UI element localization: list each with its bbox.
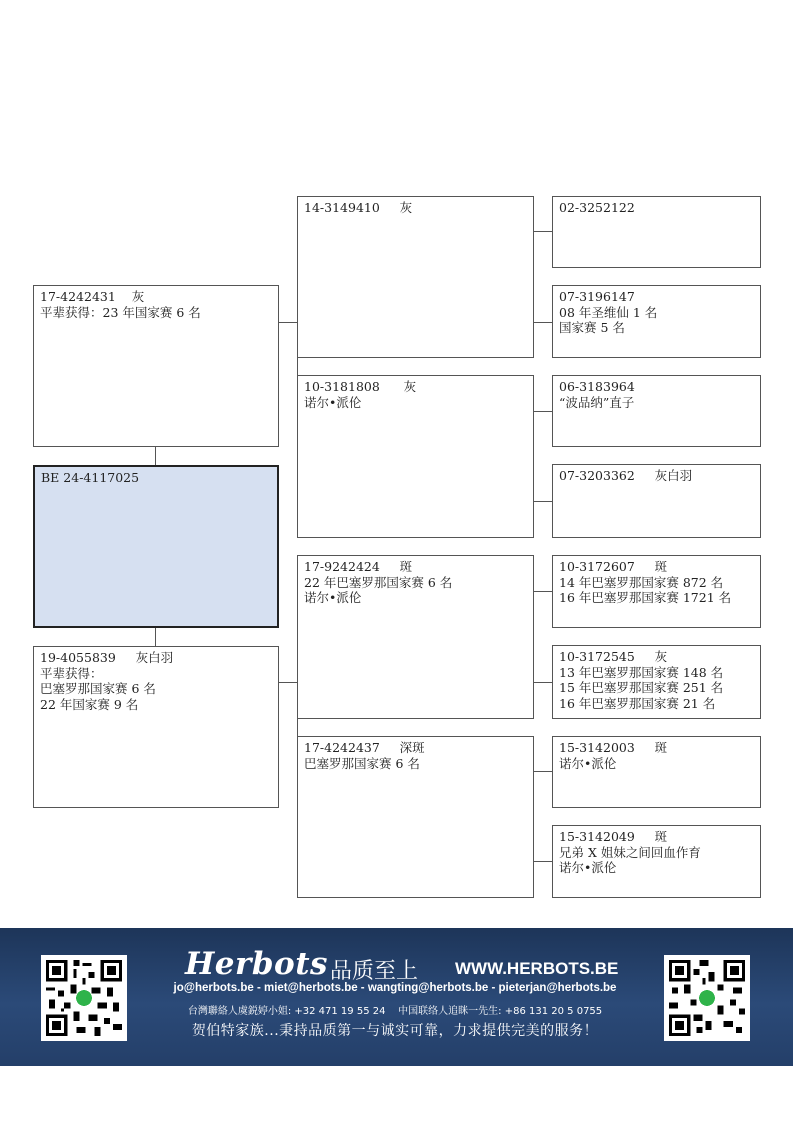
dsd-note: 15 年巴塞罗那国家赛 251 名 xyxy=(559,680,724,695)
contact-phones: 台灣聯絡人虞鋭婷小姐: +32 471 19 55 24 中国联络人追眯一先生: +86 131 20 5 0755 xyxy=(187,1006,603,1017)
dss-note: 16 年巴塞罗那国家赛 1721 名 xyxy=(559,590,732,605)
ssd-note: 国家赛 5 名 xyxy=(559,320,625,335)
qr-code-icon xyxy=(46,960,122,1036)
ddd-ring: 15-3142049 斑 xyxy=(559,829,668,844)
connector xyxy=(534,322,552,323)
dam-note: 巴塞罗那国家赛 6 名 xyxy=(40,681,156,696)
qr-code-right[interactable] xyxy=(664,955,750,1041)
dds-ring: 15-3142003 斑 xyxy=(559,740,668,755)
dss-ring: 10-3172607 斑 xyxy=(559,559,668,574)
sds-ring: 06-3183964 xyxy=(559,379,635,394)
pedigree-box-subject xyxy=(33,465,279,628)
pedigree-box-sdd xyxy=(552,464,761,538)
website-link[interactable]: WWW.HERBOTS.BE xyxy=(455,959,619,978)
footer-banner xyxy=(0,928,793,1066)
connector xyxy=(155,628,156,646)
footer-motto: 贺伯特家族...秉持品质第一与诚实可靠，力求提供完美的服务！ xyxy=(191,1023,599,1039)
ddd-note: 诺尔•派伦 xyxy=(559,860,617,875)
dds-note: 诺尔•派伦 xyxy=(559,755,617,771)
connector xyxy=(534,231,552,232)
dd-ring: 17-4242437 深斑 xyxy=(304,740,425,755)
dsd-note: 13 年巴塞罗那国家赛 148 名 xyxy=(559,664,724,680)
connector xyxy=(534,861,552,862)
sdd-ring: 07-3203362 灰白羽 xyxy=(559,468,693,483)
dsd-ring: 10-3172545 灰 xyxy=(559,649,668,664)
pedigree-box-ddd xyxy=(552,825,761,898)
ddd-note: 兄弟 X 姐妹之间回血作育 xyxy=(559,844,701,860)
ssd-note: 08 年圣维仙 1 名 xyxy=(559,304,658,320)
pedigree-box-sss xyxy=(552,196,761,268)
pedigree-box-dss xyxy=(552,555,761,628)
sd-ring: 10-3181808 灰 xyxy=(304,379,417,394)
dam-note: 平辈获得： xyxy=(40,665,103,681)
pedigree-box-dds xyxy=(552,736,761,808)
herbots-logo: Herbots xyxy=(185,946,328,982)
qr-code-icon xyxy=(669,960,745,1036)
contact-emails[interactable]: jo@herbots.be - miet@herbots.be - wangting@herbots.be - pieterjan@herbots.be xyxy=(173,982,617,994)
connector xyxy=(534,771,552,772)
sd-note: 诺尔•派伦 xyxy=(304,394,362,410)
dss-note: 14 年巴塞罗那国家赛 872 名 xyxy=(559,574,724,590)
sds-note: “波品纳”直子 xyxy=(559,394,635,410)
connector xyxy=(534,682,552,683)
dam-ring: 19-4055839 灰白羽 xyxy=(40,650,174,665)
sire-ring: 17-4242431 灰 xyxy=(40,289,145,304)
brand-slogan: 品质至上 xyxy=(330,959,419,984)
subject-ring: BE 24-4117025 xyxy=(41,470,140,485)
pedigree-box-ds xyxy=(297,555,534,719)
connector xyxy=(534,501,552,502)
pedigree-box-dsd xyxy=(552,645,761,719)
pedigree-box-sds xyxy=(552,375,761,447)
brand-row xyxy=(185,946,625,986)
pedigree-box-dd xyxy=(297,736,534,898)
pedigree-box-ss xyxy=(297,196,534,358)
connector xyxy=(279,682,297,683)
ds-note: 22 年巴塞罗那国家赛 6 名 xyxy=(304,574,453,590)
connector xyxy=(155,447,156,465)
dsd-note: 16 年巴塞罗那国家赛 21 名 xyxy=(559,695,716,711)
sire-note: 平辈获得：23 年国家赛 6 名 xyxy=(40,304,201,320)
connector xyxy=(534,411,552,412)
dam-note: 22 年国家赛 9 名 xyxy=(40,696,139,712)
qr-code-left[interactable] xyxy=(41,955,127,1041)
ss-ring: 14-3149410 灰 xyxy=(304,200,413,215)
connector xyxy=(534,591,552,592)
dd-note: 巴塞罗那国家赛 6 名 xyxy=(304,755,420,771)
ds-note: 诺尔•派伦 xyxy=(304,590,362,605)
pedigree-box-sd xyxy=(297,375,534,538)
ssd-ring: 07-3196147 xyxy=(559,289,635,304)
connector xyxy=(279,322,297,323)
sss-ring: 02-3252122 xyxy=(559,200,635,215)
ds-ring: 17-9242424 斑 xyxy=(304,559,413,574)
pedigree-box-dam xyxy=(33,646,279,808)
pedigree-box-sire xyxy=(33,285,279,447)
pedigree-box-ssd xyxy=(552,285,761,358)
